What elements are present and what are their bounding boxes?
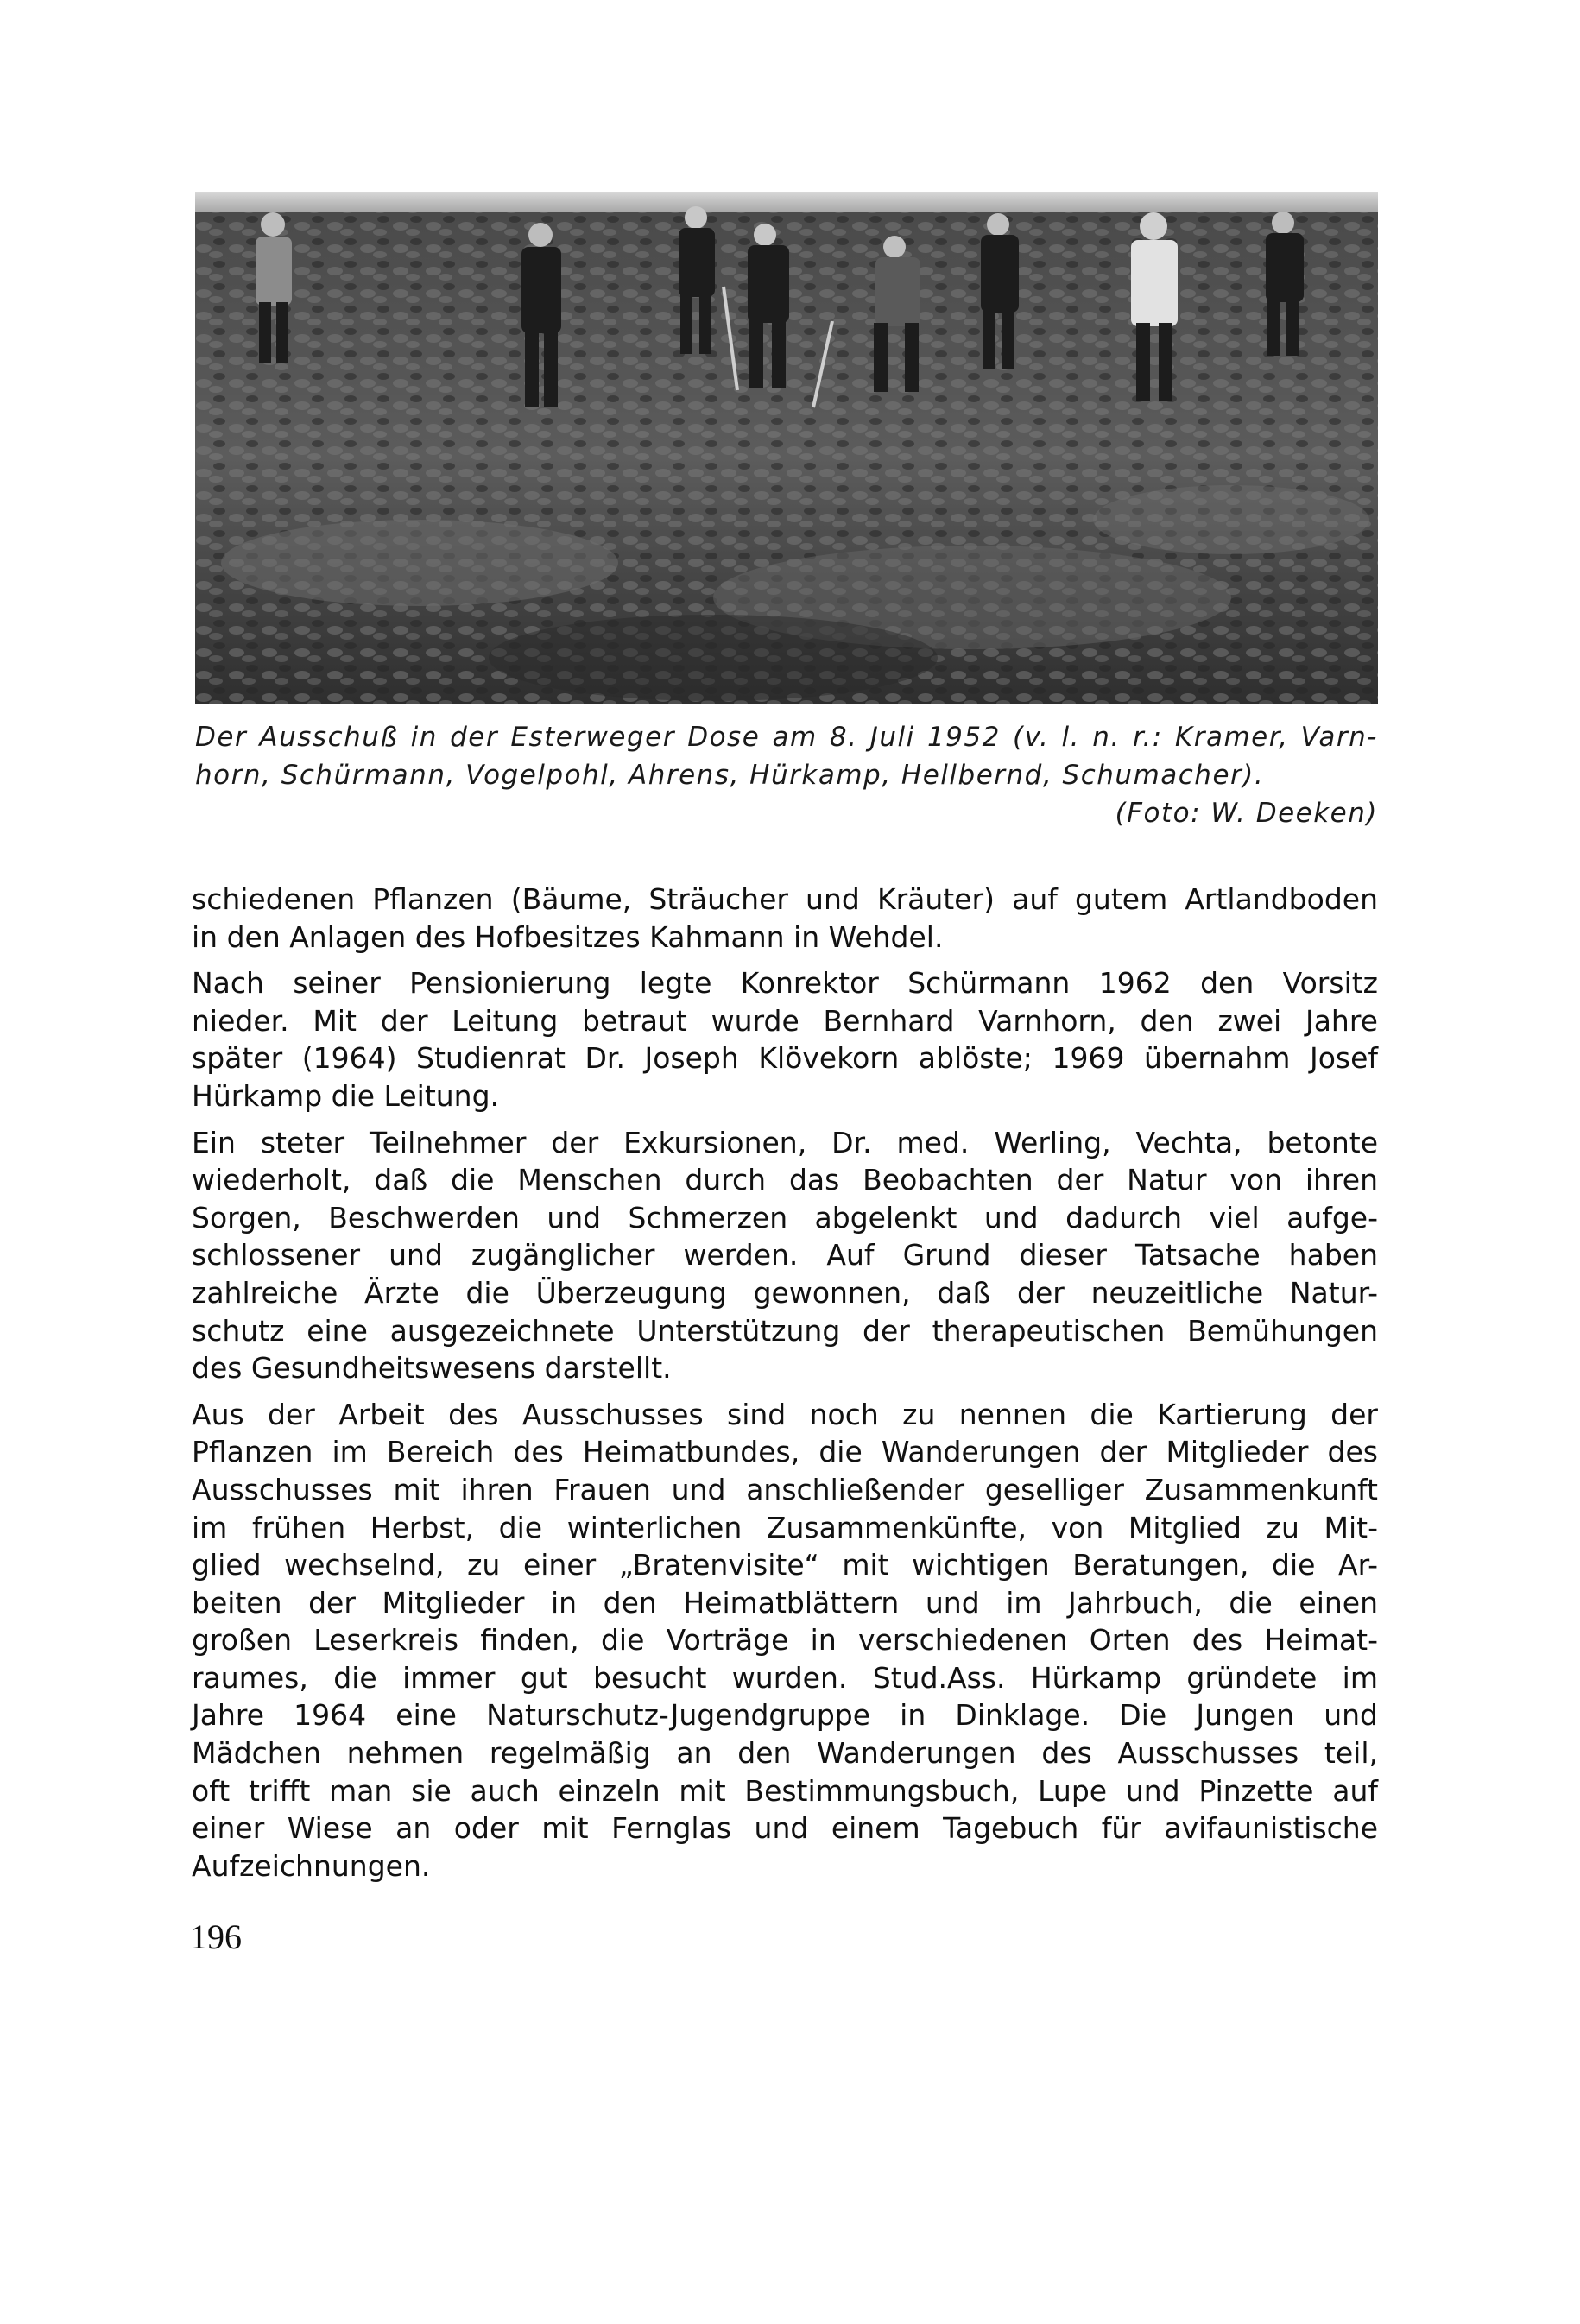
- text-line: des Gesundheitswesens darstellt.: [192, 1351, 672, 1386]
- paragraph: [192, 1396, 1378, 1885]
- text-line: glied wechselnd, zu einer „Bratenvisite“ mit wichtigen Beratungen, die Ar-: [192, 1548, 1378, 1582]
- text-line: Aufzeichnungen.: [192, 1848, 431, 1883]
- moor-photograph: [195, 192, 1378, 704]
- photo-caption: [195, 718, 1378, 832]
- text-line: schlossener und zugänglicher werden. Auf Grund dieser Tatsache haben: [192, 1238, 1378, 1273]
- text-line: oft trifft man sie auch einzeln mit Bestimmungsbuch, Lupe und Pinzette auf: [192, 1773, 1378, 1808]
- caption-line: Der Ausschuß in der Esterweger Dose am 8. Juli 1952 (v. l. n. r.: Kramer, Varn-: [195, 722, 1378, 753]
- text-line: beiten der Mitglieder in den Heimatblättern und im Jahrbuch, die einen: [192, 1585, 1378, 1620]
- photo-credit: (Foto: W. Deeken): [1115, 798, 1378, 829]
- paragraph: [192, 881, 1378, 956]
- text-line: raumes, die immer gut besucht wurden. Stud.Ass. Hürkamp gründete im: [192, 1660, 1378, 1695]
- body-text: [192, 881, 1378, 1893]
- text-line: in den Anlagen des Hofbesitzes Kahmann in Wehdel.: [192, 919, 944, 954]
- text-line: Nach seiner Pensionierung legte Konrektor Schürmann 1962 den Vorsitz: [192, 966, 1378, 1001]
- text-line: Pflanzen im Bereich des Heimatbundes, die Wanderungen der Mitglieder des: [192, 1435, 1378, 1469]
- paragraph: [192, 964, 1378, 1115]
- text-line: Jahre 1964 eine Naturschutz-Jugendgruppe in Dinklage. Die Jungen und: [192, 1698, 1378, 1733]
- text-line: schutz eine ausgezeichnete Unterstützung der therapeutischen Bemühungen: [192, 1313, 1378, 1348]
- text-line: großen Leserkreis finden, die Vorträge in verschiedenen Orten des Heimat-: [192, 1623, 1378, 1658]
- text-line: Hürkamp die Leitung.: [192, 1078, 500, 1113]
- text-line: schiedenen Pflanzen (Bäume, Sträucher und Kräuter) auf gutem Artlandboden: [192, 882, 1378, 916]
- text-line: Ein steter Teilnehmer der Exkursionen, Dr. med. Werling, Vechta, betonte: [192, 1125, 1378, 1159]
- black-and-white-photo-icon: [195, 192, 1378, 704]
- text-line: zahlreiche Ärzte die Überzeugung gewonnen, daß der neuzeitliche Natur-: [192, 1275, 1378, 1310]
- caption-line: horn, Schürmann, Vogelpohl, Ahrens, Hürkamp, Hellbernd, Schumacher).: [195, 760, 1265, 791]
- text-line: Aus der Arbeit des Ausschusses sind noch zu nennen die Kartierung der: [192, 1397, 1378, 1431]
- text-line: Sorgen, Beschwerden und Schmerzen abgelenkt und dadurch viel aufge-: [192, 1200, 1378, 1235]
- text-line: Ausschusses mit ihren Frauen und anschließender geselliger Zusammenkunft: [192, 1472, 1378, 1506]
- text-line: wiederholt, daß die Menschen durch das Beobachten der Natur von ihren: [192, 1163, 1378, 1197]
- text-line: Mädchen nehmen regelmäßig an den Wanderungen des Ausschusses teil,: [192, 1736, 1378, 1771]
- page-number: 196: [190, 1917, 242, 1956]
- text-line: später (1964) Studienrat Dr. Joseph Klövekorn ablöste; 1969 übernahm Josef: [192, 1041, 1378, 1076]
- text-line: im frühen Herbst, die winterlichen Zusammenkünfte, von Mitglied zu Mit-: [192, 1510, 1378, 1544]
- text-line: nieder. Mit der Leitung betraut wurde Bernhard Varnhorn, den zwei Jahre: [192, 1003, 1378, 1038]
- paragraph: [192, 1124, 1378, 1387]
- text-line: einer Wiese an oder mit Fernglas und einem Tagebuch für avifaunistische: [192, 1811, 1378, 1846]
